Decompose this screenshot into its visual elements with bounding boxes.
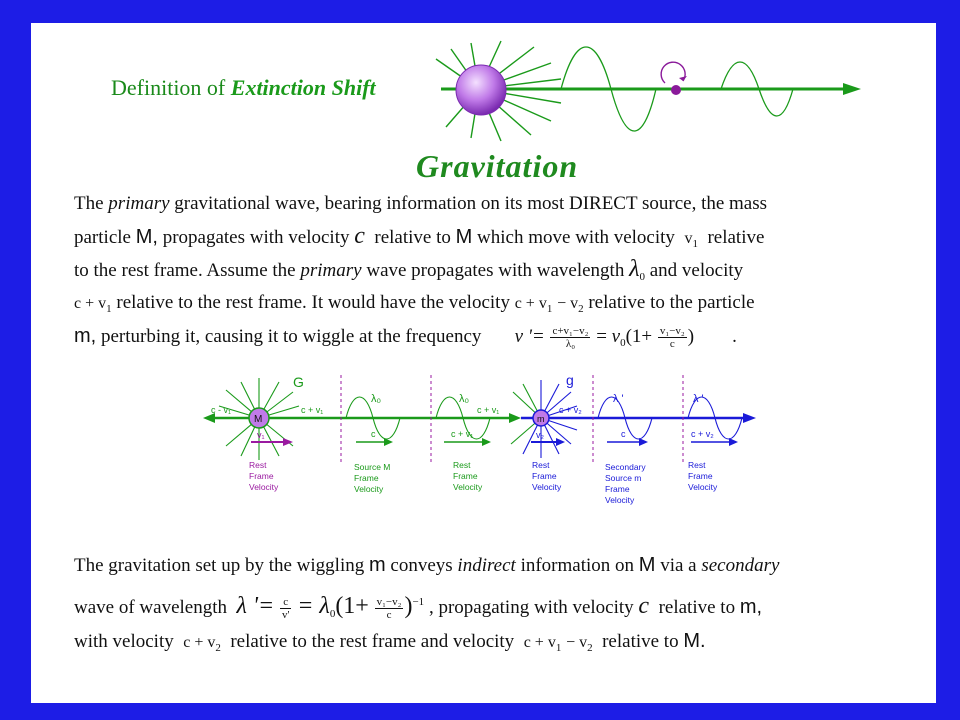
para1-line5: m, perturbing it, causing it to wiggle at the frequency v '= $\frac{\text{c+v₁−v₂}}{\text{λ₀}}$ = $v_0(1+$ $\frac{\text{v₁−v₂}}{c}$ ) .	[74, 325, 737, 351]
label-rest-frame-3a: Rest	[532, 460, 550, 470]
label-source-M-b: Frame	[354, 473, 379, 483]
para1-line1: The primary gravitational wave, bearing information on its most DIRECT source, the mass	[74, 193, 768, 214]
frac-wavelength-2: $\frac{\text{v₁−v₂}}{c}$	[376, 596, 402, 622]
label-rest-frame-4b: Frame	[688, 471, 713, 481]
label-rest-frame-1c: Velocity	[249, 482, 279, 492]
v1-label: v₁	[257, 430, 265, 440]
para2-line1: The gravitation set up by the wiggling m conveys indirect information on M via a secondary	[74, 554, 780, 576]
slide	[31, 23, 936, 703]
v2-label: v₂	[536, 430, 544, 440]
label-secondary-a: Secondary	[605, 462, 646, 472]
lambda0-label-2: λ₀	[459, 393, 470, 405]
section-title: Gravitation	[416, 148, 579, 184]
label-secondary-d: Velocity	[605, 495, 635, 505]
c-label-2: c	[621, 429, 626, 439]
c-plus-v1-label-3: c + v₁	[451, 429, 474, 439]
label-rest-frame-1a: Rest	[249, 460, 267, 470]
para2-line2: wave of wavelength λ '= $\frac{c}{v'}$ = $\lambda_0(1+$ $\frac{\text{v₁−v₂}}{c}$ )$^{-1}$ , propagating with velocity c relative to m,	[74, 593, 763, 622]
header-title-emph: Extinction Shift	[230, 75, 376, 100]
c-plus-v1-label-2: c + v₁	[477, 405, 500, 415]
lambda-prime-label-2: λ '	[693, 393, 704, 405]
label-rest-frame-2b: Frame	[453, 471, 478, 481]
mass-sphere-icon	[456, 65, 506, 115]
lambda-prime-label-1: λ '	[613, 393, 624, 405]
para1-line4: $c + v_1$ relative to the rest frame. It would have the velocity $c + v_1 - v_2$ relative to the particle	[74, 292, 755, 315]
g-label: g	[566, 372, 574, 388]
para1-line3: to the rest frame. Assume the primary wave propagates with wavelength $\lambda_0$ and velocity	[74, 256, 744, 283]
header-illustration	[31, 23, 936, 153]
label-rest-frame-4a: Rest	[688, 460, 706, 470]
label-rest-frame-1b: Frame	[249, 471, 274, 481]
c-minus-v1-label: c - v₁	[211, 405, 232, 415]
c-plus-v1-label-1: c + v₁	[301, 405, 324, 415]
frac-wavelength-1: $\frac{c}{v'}$	[281, 596, 290, 622]
label-rest-frame-2a: Rest	[453, 460, 471, 470]
frac-freq-1: $\frac{\text{c+v₁−v₂}}{\text{λ₀}}$	[552, 325, 589, 351]
label-rest-frame-3c: Velocity	[532, 482, 562, 492]
label-secondary-c: Frame	[605, 484, 630, 494]
para2-line3: with velocity $c + v_2$ relative to the rest frame and velocity $c + v_1 - v_2$ relative to M.	[74, 630, 706, 654]
header-arrowhead	[843, 83, 861, 95]
header-title-plain: Definition of	[111, 75, 226, 100]
particle-icon	[671, 85, 681, 95]
label-source-M-c: Velocity	[354, 484, 384, 494]
label-source-M-a: Source M	[354, 462, 391, 472]
label-rest-frame-4c: Velocity	[688, 482, 718, 492]
G-label: G	[293, 374, 304, 390]
c-plus-v2-label-2: c + v₂	[691, 429, 714, 439]
m-label: m	[537, 414, 545, 424]
para1-line2: particle M, propagates with velocity c relative to M which move with velocity $v_1$ relative	[74, 223, 765, 250]
gravitation-diagram	[31, 370, 936, 530]
frac-freq-2: $\frac{\text{v₁−v₂}}{c}$	[659, 325, 685, 351]
c-label-1: c	[371, 429, 376, 439]
label-rest-frame-3b: Frame	[532, 471, 557, 481]
label-rest-frame-2c: Velocity	[453, 482, 483, 492]
c-plus-v2-label-1: c + v₂	[559, 405, 582, 415]
lambda0-label-1: λ₀	[371, 393, 382, 405]
M-label: M	[254, 414, 263, 425]
label-secondary-b: Source m	[605, 473, 642, 483]
